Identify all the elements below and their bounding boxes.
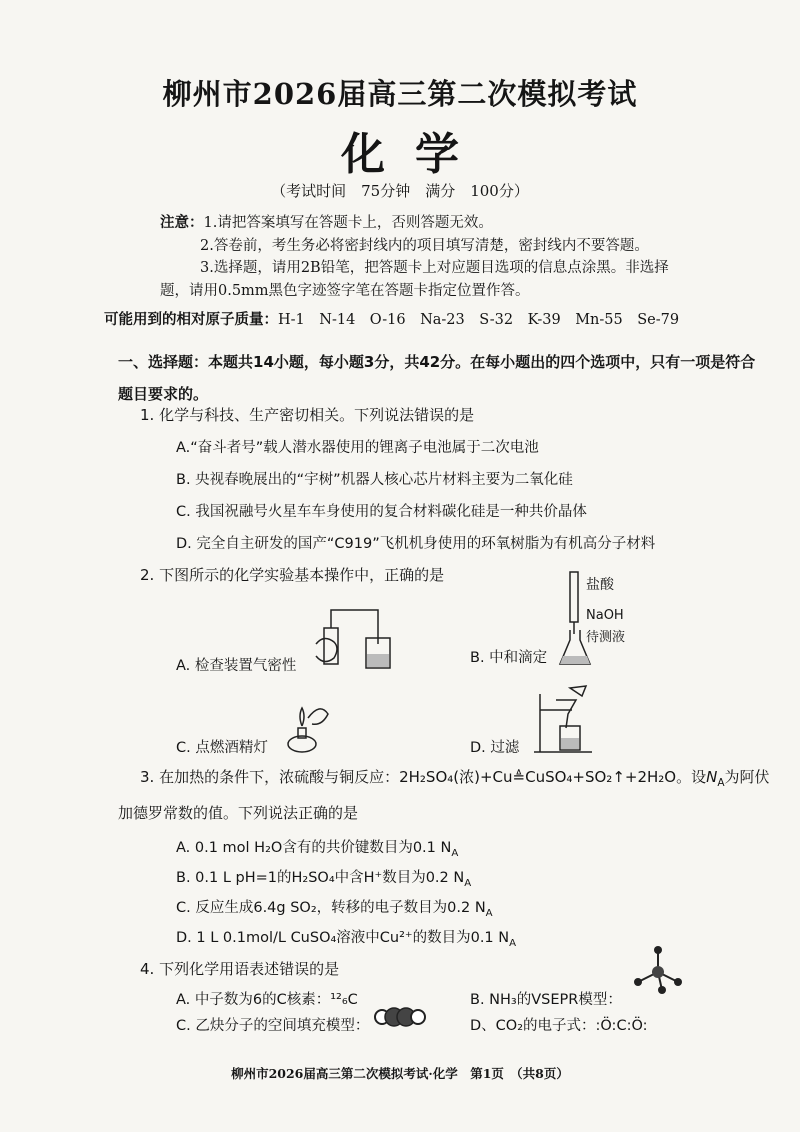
- alcohol-lamp-figure: [284, 696, 330, 756]
- question-3-option-a: [176, 836, 458, 859]
- avogadro-subscript: A: [451, 847, 459, 859]
- acetylene-space-filling-model-figure: [372, 1006, 428, 1028]
- question-3-option-c: [176, 896, 493, 919]
- section-heading: 一、选择题：本题共14小题，每小题3分，共42分。在每小题出的四个选项中，只有一项是符合题目要求的。: [118, 353, 756, 403]
- question-3-stem-part1: 3. 在加热的条件下，浓硫酸与铜反应：2H₂SO₄(浓)+Cu: [140, 768, 513, 786]
- question-1-option-a: A.“奋斗者号”载人潜水器使用的锂离子电池属于二次电池: [176, 440, 539, 456]
- question-4-option-b: B. NH₃的VSEPR模型：: [470, 992, 622, 1008]
- question-1-option-c: C. 我国祝融号火星车车身使用的复合材料碳化硅是一种共价晶体: [176, 504, 587, 520]
- co2-electron-formula: :Ö:C:Ö:: [595, 1018, 648, 1034]
- question-1-option-d: D. 完全自主研发的国产“C919”飞机机身使用的环氧树脂为有机高分子材料: [176, 536, 656, 552]
- question-1-option-b: B. 央视春晚展出的“宇树”机器人核心芯片材料主要为二氧化硅: [176, 472, 573, 488]
- question-2-option-c: C. 点燃酒精灯: [176, 740, 268, 756]
- question-4-option-a-text: A. 中子数为6的C核素：: [176, 992, 331, 1008]
- question-4-stem: 4. 下列化学用语表述错误的是: [140, 960, 340, 978]
- heat-equals-sign: ≜: [512, 768, 526, 786]
- question-2-option-b: B. 中和滴定: [470, 650, 548, 666]
- nh3-vsepr-model-figure: [632, 944, 684, 996]
- question-3-option-b-text: B. 0.1 L pH=1的H₂SO₄中含H⁺数目为0.2 N: [176, 870, 465, 886]
- label-sample-solution: 待测液: [586, 630, 626, 645]
- question-3-stem-part2: CuSO₄+SO₂↑+2H₂O。设: [525, 768, 707, 786]
- question-4-option-c: C. 乙炔分子的空间填充模型：: [176, 1018, 370, 1034]
- note-item: 2.答卷前，考生务必将密封线内的项目填写清楚，密封线内不要答题。: [200, 237, 649, 254]
- question-2-stem: 2. 下图所示的化学实验基本操作中，正确的是: [140, 566, 445, 584]
- atomic-masses-label: 可能用到的相对原子质量：: [104, 312, 278, 328]
- avogadro-subscript: A: [717, 777, 725, 789]
- question-4-option-d: [470, 1014, 648, 1035]
- atomic-masses-values: H-1 N-14 O-16 Na-23 S-32 K-39 Mn-55 Se-79: [278, 312, 680, 328]
- airtightness-apparatus-figure: [310, 604, 392, 670]
- note-item: 1.请把答案填写在答题卡上，否则答题无效。: [203, 215, 493, 231]
- question-3-option-c-text: C. 反应生成6.4g SO₂，转移的电子数目为0.2 N: [176, 900, 486, 916]
- page-footer: 柳州市2026届高三第二次模拟考试·化学 第1页 （共8页）: [231, 1066, 569, 1081]
- notes-label: 注意：: [160, 214, 204, 231]
- notes-block: [160, 212, 760, 302]
- question-4-option-d-text: D、CO₂的电子式：: [470, 1018, 596, 1034]
- question-3-option-a-text: A. 0.1 mol H₂O含有的共价键数目为0.1 N: [176, 840, 452, 856]
- question-2-option-d: D. 过滤: [470, 740, 520, 756]
- note-item: 题，请用0.5mm黑色字迹签字笔在答题卡指定位置作答。: [160, 282, 530, 299]
- question-4-option-a: [176, 988, 358, 1009]
- avogadro-symbol: N: [706, 768, 718, 786]
- label-hydrochloric-acid: 盐酸: [586, 577, 614, 593]
- filtration-apparatus-figure: [532, 684, 594, 756]
- question-3-stem-part3: 为阿伏: [724, 768, 770, 786]
- question-3-stem: [140, 766, 770, 789]
- subject-title: 化学: [341, 129, 489, 180]
- question-3-option-b: [176, 866, 471, 889]
- avogadro-subscript: A: [464, 877, 472, 889]
- avogadro-subscript: A: [485, 907, 493, 919]
- atomic-masses: [104, 308, 679, 329]
- exam-title: 柳州市2026届高三第二次模拟考试: [162, 77, 638, 111]
- avogadro-subscript: A: [509, 937, 517, 949]
- note-item: 3.选择题，请用2B铅笔，把答题卡上对应题目选项的信息点涂黑。非选择: [200, 260, 669, 276]
- exam-info: （考试时间 75分钟 满分 100分）: [271, 182, 529, 200]
- question-2-option-a: A. 检查装置气密性: [176, 658, 297, 674]
- question-3-option-d: [176, 926, 516, 949]
- question-3-option-d-text: D. 1 L 0.1mol/L CuSO₄溶液中Cu²⁺的数目为0.1 N: [176, 930, 510, 946]
- carbon-nuclide-symbol: ¹²₆C: [330, 992, 358, 1008]
- question-3-stem-line2: 加德罗常数的值。下列说法正确的是: [118, 804, 359, 822]
- label-naoh: NaOH: [586, 608, 624, 623]
- question-1-stem: 1. 化学与科技、生产密切相关。下列说法错误的是: [140, 406, 475, 424]
